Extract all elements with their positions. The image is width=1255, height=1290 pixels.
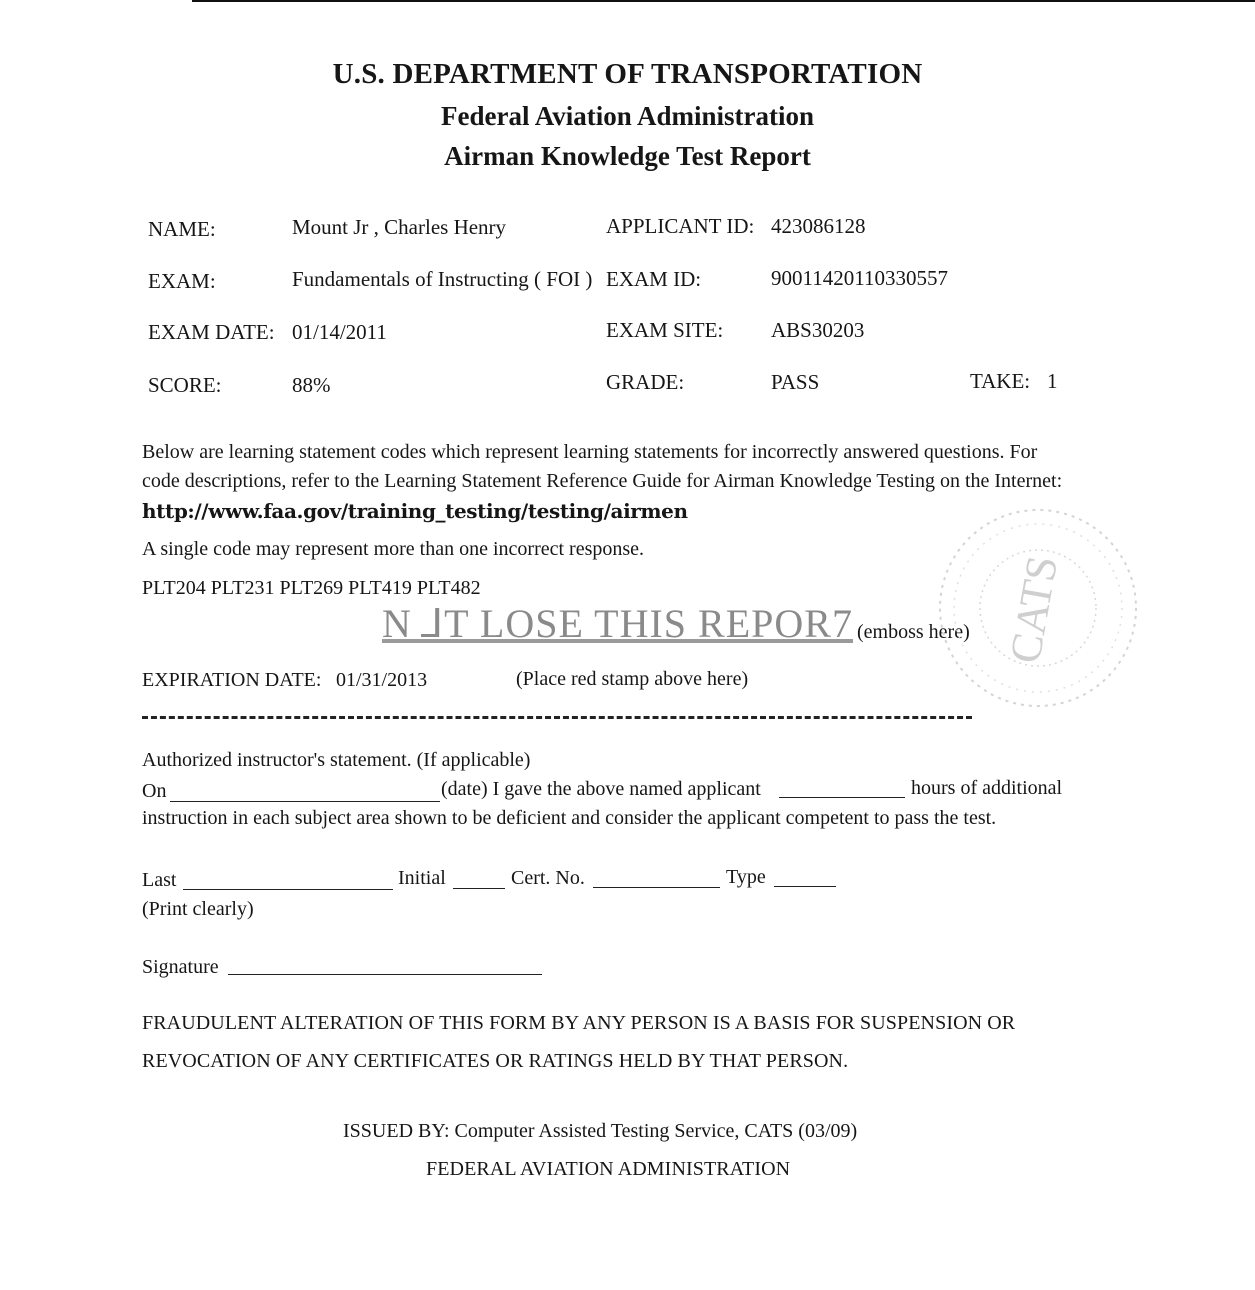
fraud-warning-line1: FRAUDULENT ALTERATION OF THIS FORM BY ANY PERSON IS A BASIS FOR SUSPENSION OR bbox=[142, 1012, 1016, 1034]
last-name-field[interactable] bbox=[183, 871, 393, 890]
initial-field[interactable] bbox=[453, 870, 505, 889]
exam-value: Fundamentals of Instructing ( FOI ) bbox=[292, 267, 593, 291]
cats-emboss-seal bbox=[920, 500, 1150, 730]
instructor-statement-heading: Authorized instructor's statement. (If applicable) bbox=[142, 749, 531, 771]
learning-codes: PLT204 PLT231 PLT269 PLT419 PLT482 bbox=[142, 577, 481, 599]
date-blank-field[interactable] bbox=[170, 783, 440, 802]
issued-by-text: ISSUED BY: Computer Assisted Testing Service, CATS (03/09) bbox=[343, 1120, 858, 1142]
page-title: U.S. DEPARTMENT OF TRANSPORTATION bbox=[332, 58, 923, 90]
faa-url-link[interactable]: http://www.faa.gov/training_testing/testing/airmen bbox=[142, 499, 688, 523]
grade-value: PASS bbox=[771, 370, 820, 394]
signature-label: Signature bbox=[142, 956, 219, 978]
fraud-warning-line2: REVOCATION OF ANY CERTIFICATES OR RATINGS HELD BY THAT PERSON. bbox=[142, 1050, 849, 1072]
hours-text: hours of additional bbox=[911, 777, 1063, 799]
cut-line-divider bbox=[142, 716, 972, 719]
exam-id-label: EXAM ID: bbox=[606, 267, 702, 291]
learning-text-line2: code descriptions, refer to the Learning Statement Reference Guide for Airman Knowledge Testing on the Internet: bbox=[142, 470, 1063, 492]
score-value: 88% bbox=[292, 373, 331, 397]
type-field[interactable] bbox=[774, 868, 836, 887]
signature-field[interactable] bbox=[228, 956, 542, 975]
hours-blank-field[interactable] bbox=[779, 779, 905, 798]
cert-no-field[interactable] bbox=[593, 869, 720, 888]
exam-site-label: EXAM SITE: bbox=[606, 318, 724, 342]
single-code-note: A single code may represent more than one incorrect response. bbox=[142, 538, 645, 560]
top-border-line bbox=[192, 0, 1255, 2]
print-clearly-note: (Print clearly) bbox=[142, 898, 254, 920]
exam-site-value: ABS30203 bbox=[771, 318, 865, 342]
expiration-date-value: 01/31/2013 bbox=[336, 669, 428, 691]
emboss-here-label: (emboss here) bbox=[857, 621, 970, 643]
footer-faa: FEDERAL AVIATION ADMINISTRATION bbox=[426, 1158, 791, 1180]
grade-label: GRADE: bbox=[606, 370, 685, 394]
date-statement-text: (date) I gave the above named applicant bbox=[441, 778, 761, 800]
exam-date-label: EXAM DATE: bbox=[148, 320, 275, 344]
applicant-id-label: APPLICANT ID: bbox=[606, 214, 755, 238]
last-name-label: Last bbox=[142, 869, 177, 891]
initial-label: Initial bbox=[398, 867, 446, 889]
do-not-lose-watermark: N ⅃T LOSE THIS REPOR7 bbox=[382, 601, 853, 646]
on-label: On bbox=[142, 780, 167, 802]
expiration-date-label: EXPIRATION DATE: bbox=[142, 669, 322, 691]
learning-text-line1: Below are learning statement codes which represent learning statements for incorrectly answered questions. For bbox=[142, 441, 1038, 463]
report-title: Airman Knowledge Test Report bbox=[444, 141, 811, 171]
agency-name: Federal Aviation Administration bbox=[440, 101, 814, 131]
name-value: Mount Jr , Charles Henry bbox=[292, 215, 507, 239]
exam-date-value: 01/14/2011 bbox=[292, 320, 387, 344]
exam-label: EXAM: bbox=[148, 269, 216, 293]
cert-no-label: Cert. No. bbox=[511, 867, 585, 889]
name-label: NAME: bbox=[148, 217, 216, 241]
take-value: 1 bbox=[1047, 369, 1058, 393]
seal-text: CATS bbox=[1000, 552, 1068, 667]
exam-id-value: 90011420110330557 bbox=[771, 266, 948, 290]
type-label: Type bbox=[726, 866, 766, 888]
take-label: TAKE: bbox=[970, 369, 1031, 393]
instruction-statement-line: instruction in each subject area shown to be deficient and consider the applicant competent to pass the test. bbox=[142, 807, 997, 829]
score-label: SCORE: bbox=[148, 373, 222, 397]
red-stamp-note: (Place red stamp above here) bbox=[516, 668, 749, 690]
applicant-id-value: 423086128 bbox=[771, 214, 866, 238]
